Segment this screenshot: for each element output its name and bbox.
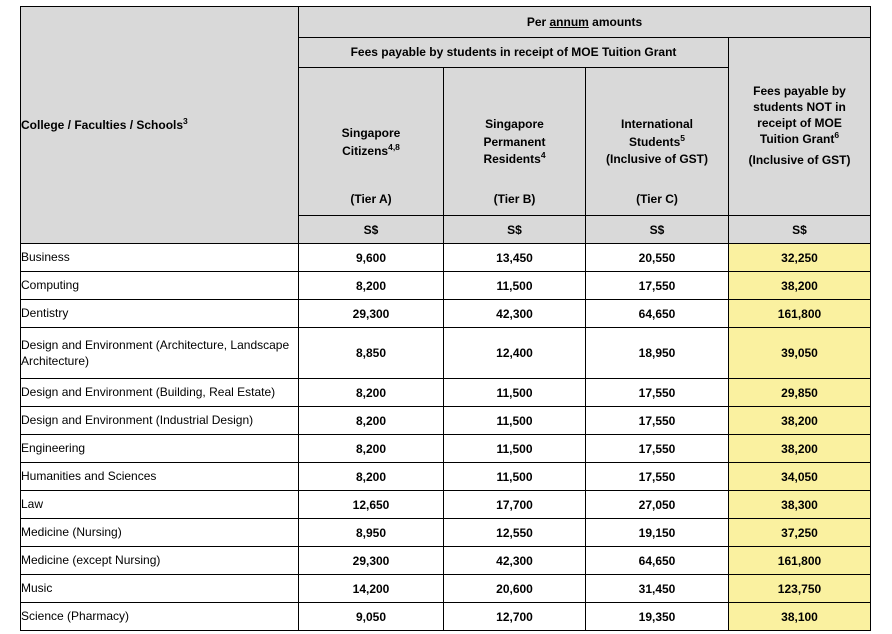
fee-tier-c-cell: 17,550	[586, 463, 729, 491]
sc-line1: Singapore	[341, 125, 401, 140]
per-annum-amounts-header	[299, 7, 871, 38]
table-row	[21, 300, 871, 328]
fee-tier-c-cell: 27,050	[586, 491, 729, 519]
currency-singapore-citizens: S$	[299, 216, 444, 244]
intl-line2	[586, 133, 728, 151]
table-row	[21, 379, 871, 407]
fee-no-grant-cell: 34,050	[729, 463, 871, 491]
program-name-cell: Engineering	[21, 435, 299, 463]
no-grant-gst-note: (Inclusive of GST)	[748, 152, 851, 167]
program-name-cell: Design and Environment (Architecture, Landscape Architecture)	[21, 328, 299, 379]
intl-footnote-marker: 5	[680, 132, 686, 143]
tier-b-label: (Tier B)	[493, 192, 536, 206]
row-header-label: College / Faculties / Schools	[21, 118, 184, 132]
fee-no-grant-cell: 38,200	[729, 435, 871, 463]
fee-tier-c-cell: 64,650	[586, 547, 729, 575]
row-header-footnote-marker: 3	[183, 116, 188, 126]
no-grant-line3: receipt of MOE	[757, 116, 842, 131]
table-row	[21, 603, 871, 631]
table-row	[21, 435, 871, 463]
column-header-singapore-permanent-residents	[444, 68, 586, 216]
table-row	[21, 407, 871, 435]
no-grant-line2-post: in	[831, 100, 846, 115]
fee-tier-b-cell: 12,700	[444, 603, 586, 631]
spr-line3	[444, 150, 585, 168]
per-annum-pre: Per	[526, 14, 550, 29]
fee-no-grant-cell: 161,800	[729, 300, 871, 328]
fee-tier-a-cell: 8,200	[299, 272, 444, 300]
fee-tier-c-cell: 17,550	[586, 407, 729, 435]
program-name-cell: Design and Environment (Industrial Design)	[21, 407, 299, 435]
no-grant-line4-text: Tuition Grant	[759, 131, 835, 146]
fee-tier-a-cell: 29,300	[299, 547, 444, 575]
fee-no-grant-cell: 29,850	[729, 379, 871, 407]
fee-tier-a-cell: 8,200	[299, 463, 444, 491]
fee-tier-b-cell: 13,450	[444, 244, 586, 272]
header-row-per-annum	[21, 7, 871, 38]
spr-line2: Permanent	[483, 134, 546, 149]
fee-no-grant-cell: 38,300	[729, 491, 871, 519]
per-annum-underlined: annum	[549, 14, 589, 29]
table-header	[21, 7, 871, 244]
program-name-cell: Design and Environment (Building, Real Estate)	[21, 379, 299, 407]
fee-no-grant-cell: 38,200	[729, 272, 871, 300]
program-name-cell: Computing	[21, 272, 299, 300]
column-header-international-students	[586, 68, 729, 216]
sc-line2	[299, 142, 443, 160]
fee-tier-a-cell: 29,300	[299, 300, 444, 328]
program-name-cell: Law	[21, 491, 299, 519]
table-row	[21, 575, 871, 603]
program-name-cell: Dentistry	[21, 300, 299, 328]
row-header-title-cell	[21, 7, 299, 244]
spr-line1: Singapore	[485, 117, 544, 132]
fee-tier-b-cell: 42,300	[444, 547, 586, 575]
intl-line2-text: Students	[628, 134, 681, 149]
table-row	[21, 547, 871, 575]
fee-tier-a-cell: 14,200	[299, 575, 444, 603]
no-grant-line2-pre: students	[753, 100, 807, 115]
per-annum-post: amounts	[588, 14, 643, 29]
tuition-fee-table	[20, 6, 871, 631]
fee-tier-b-cell: 11,500	[444, 379, 586, 407]
spr-line3-text: Residents	[483, 152, 541, 167]
table-row	[21, 519, 871, 547]
table-body	[21, 244, 871, 631]
table-row	[21, 272, 871, 300]
table-row	[21, 328, 871, 379]
fee-no-grant-cell: 38,200	[729, 407, 871, 435]
column-header-singapore-citizens	[299, 68, 444, 216]
fee-no-grant-cell: 32,250	[729, 244, 871, 272]
fee-tier-b-cell: 12,550	[444, 519, 586, 547]
fee-tier-c-cell: 64,650	[586, 300, 729, 328]
fee-tier-c-cell: 19,150	[586, 519, 729, 547]
fee-tier-a-cell: 8,200	[299, 379, 444, 407]
fee-tier-a-cell: 8,950	[299, 519, 444, 547]
sc-footnote-marker: 4,8	[388, 141, 400, 152]
fee-tier-c-cell: 31,450	[586, 575, 729, 603]
no-grant-line2-underlined: NOT	[806, 100, 832, 115]
fee-tier-b-cell: 17,700	[444, 491, 586, 519]
program-name-cell: Science (Pharmacy)	[21, 603, 299, 631]
sc-line2-text: Citizens	[342, 143, 389, 158]
program-name-cell: Medicine (except Nursing)	[21, 547, 299, 575]
fee-tier-c-cell: 17,550	[586, 272, 729, 300]
program-name-cell: Music	[21, 575, 299, 603]
fee-no-grant-cell: 123,750	[729, 575, 871, 603]
table-row	[21, 491, 871, 519]
program-name-cell: Business	[21, 244, 299, 272]
fee-tier-c-cell: 17,550	[586, 379, 729, 407]
fee-no-grant-cell: 38,100	[729, 603, 871, 631]
no-grant-line4	[729, 129, 870, 148]
fee-tier-b-cell: 42,300	[444, 300, 586, 328]
program-name-cell: Humanities and Sciences	[21, 463, 299, 491]
intl-line1: International	[620, 117, 693, 132]
currency-no-tuition-grant: S$	[729, 216, 871, 244]
fee-tier-c-cell: 17,550	[586, 435, 729, 463]
no-grant-line2	[729, 100, 870, 116]
fee-no-grant-cell: 161,800	[729, 547, 871, 575]
fee-tier-b-cell: 11,500	[444, 435, 586, 463]
tier-a-label: (Tier A)	[350, 192, 392, 206]
currency-international-students: S$	[586, 216, 729, 244]
fee-no-grant-cell: 37,250	[729, 519, 871, 547]
no-grant-line1: Fees payable by	[753, 84, 846, 99]
table-row	[21, 463, 871, 491]
fee-tier-b-cell: 20,600	[444, 575, 586, 603]
fee-tier-b-cell: 11,500	[444, 463, 586, 491]
with-grant-band-header: Fees payable by students in receipt of MOE Tuition Grant	[299, 38, 729, 68]
fee-tier-a-cell: 8,850	[299, 328, 444, 379]
no-grant-footnote-marker: 6	[834, 129, 840, 140]
fee-tier-a-cell: 12,650	[299, 491, 444, 519]
intl-gst-note: (Inclusive of GST)	[605, 152, 708, 167]
fee-tier-a-cell: 8,200	[299, 407, 444, 435]
program-name-cell: Medicine (Nursing)	[21, 519, 299, 547]
fee-tier-a-cell: 8,200	[299, 435, 444, 463]
currency-singapore-permanent-residents: S$	[444, 216, 586, 244]
fee-tier-a-cell: 9,600	[299, 244, 444, 272]
fee-no-grant-cell: 39,050	[729, 328, 871, 379]
tier-c-label: (Tier C)	[636, 192, 678, 206]
table-row	[21, 244, 871, 272]
fee-tier-c-cell: 20,550	[586, 244, 729, 272]
fee-tier-c-cell: 19,350	[586, 603, 729, 631]
fee-tier-c-cell: 18,950	[586, 328, 729, 379]
spr-footnote-marker: 4	[540, 150, 546, 161]
fee-tier-b-cell: 12,400	[444, 328, 586, 379]
fee-tier-b-cell: 11,500	[444, 272, 586, 300]
no-grant-band-header	[729, 38, 871, 216]
fee-tier-b-cell: 11,500	[444, 407, 586, 435]
fee-tier-a-cell: 9,050	[299, 603, 444, 631]
